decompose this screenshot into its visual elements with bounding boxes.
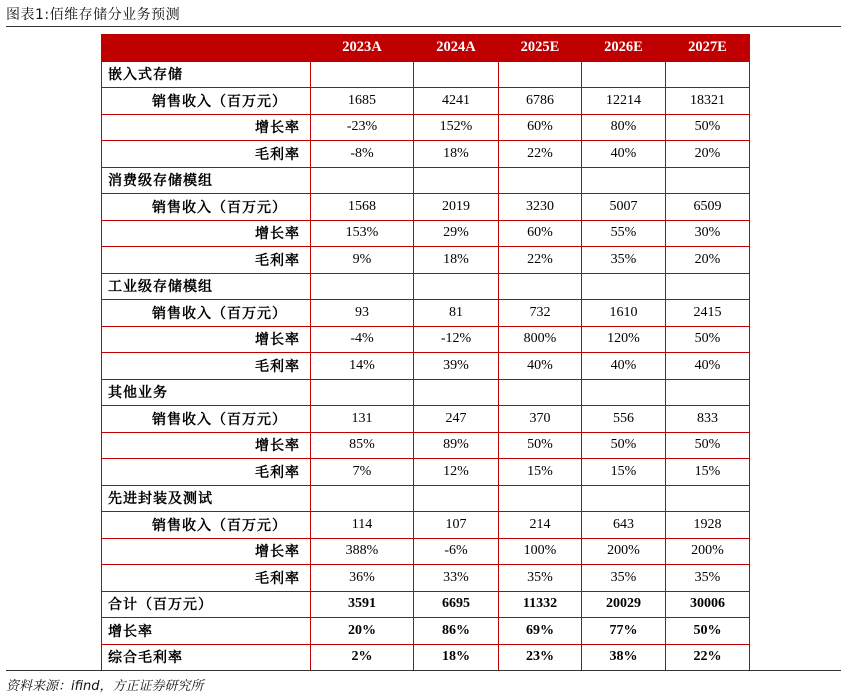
value-cell: 30% (666, 220, 750, 247)
value-cell: 388% (311, 538, 414, 565)
row-label: 销售收入（百万元） (102, 512, 311, 539)
row-label: 毛利率 (102, 353, 311, 380)
metric-row (102, 247, 750, 274)
value-cell: 732 (499, 300, 582, 327)
value-cell: 3230 (499, 194, 582, 221)
row-label: 销售收入（百万元） (102, 88, 311, 115)
value-cell: -4% (311, 326, 414, 353)
segment-header-row (102, 61, 750, 88)
value-cell: -12% (414, 326, 499, 353)
row-label: 销售收入（百万元） (102, 194, 311, 221)
row-label: 先进封装及测试 (102, 485, 311, 512)
row-label: 毛利率 (102, 459, 311, 486)
value-cell: 20% (311, 618, 414, 645)
value-cell: 1610 (582, 300, 666, 327)
row-label: 增长率 (102, 114, 311, 141)
value-cell: 86% (414, 618, 499, 645)
year-header: 2027E (666, 35, 750, 62)
value-cell: 40% (582, 353, 666, 380)
metric-row (102, 565, 750, 592)
value-cell: 40% (499, 353, 582, 380)
value-cell: 7% (311, 459, 414, 486)
value-cell: 107 (414, 512, 499, 539)
value-cell (311, 167, 414, 194)
value-cell: 6786 (499, 88, 582, 115)
metric-row (102, 432, 750, 459)
value-cell: 153% (311, 220, 414, 247)
source-note: 资料来源：ifind，方正证券研究所 (6, 679, 204, 694)
row-label: 其他业务 (102, 379, 311, 406)
value-cell (666, 167, 750, 194)
value-cell: 20029 (582, 591, 666, 618)
value-cell: 85% (311, 432, 414, 459)
value-cell: 50% (666, 618, 750, 645)
value-cell (499, 485, 582, 512)
value-cell (311, 273, 414, 300)
value-cell: 55% (582, 220, 666, 247)
value-cell: 18% (414, 141, 499, 168)
value-cell: -6% (414, 538, 499, 565)
value-cell (499, 167, 582, 194)
value-cell: 77% (582, 618, 666, 645)
value-cell (414, 167, 499, 194)
bottom-divider (6, 670, 841, 671)
value-cell: 89% (414, 432, 499, 459)
value-cell (414, 379, 499, 406)
value-cell (582, 273, 666, 300)
value-cell (414, 61, 499, 88)
metric-row (102, 406, 750, 433)
value-cell: 50% (666, 114, 750, 141)
segment-header-row (102, 273, 750, 300)
value-cell: 39% (414, 353, 499, 380)
value-cell: 80% (582, 114, 666, 141)
value-cell: 15% (582, 459, 666, 486)
value-cell: 22% (499, 141, 582, 168)
value-cell: 1685 (311, 88, 414, 115)
value-cell: 33% (414, 565, 499, 592)
figure-caption: 图表1:佰维存储分业务预测 (6, 7, 181, 23)
row-label: 销售收入（百万元） (102, 300, 311, 327)
value-cell: 50% (666, 326, 750, 353)
value-cell: 40% (582, 141, 666, 168)
row-label: 增长率 (102, 618, 311, 645)
row-label: 增长率 (102, 326, 311, 353)
value-cell: 18% (414, 247, 499, 274)
segment-header-row (102, 167, 750, 194)
value-cell: 200% (666, 538, 750, 565)
value-cell (414, 273, 499, 300)
value-cell: 38% (582, 644, 666, 671)
metric-row (102, 326, 750, 353)
value-cell: 69% (499, 618, 582, 645)
value-cell (311, 485, 414, 512)
value-cell: 15% (666, 459, 750, 486)
top-divider (6, 26, 841, 27)
value-cell: 9% (311, 247, 414, 274)
value-cell: 3591 (311, 591, 414, 618)
metric-row (102, 459, 750, 486)
value-cell: 22% (666, 644, 750, 671)
value-cell: 2% (311, 644, 414, 671)
value-cell (582, 485, 666, 512)
value-cell: 214 (499, 512, 582, 539)
value-cell: 20% (666, 141, 750, 168)
value-cell: 50% (666, 432, 750, 459)
row-label: 增长率 (102, 432, 311, 459)
value-cell: 131 (311, 406, 414, 433)
value-cell: 800% (499, 326, 582, 353)
value-cell (666, 61, 750, 88)
value-cell: 50% (499, 432, 582, 459)
value-cell: 1928 (666, 512, 750, 539)
value-cell: 35% (666, 565, 750, 592)
value-cell: 60% (499, 220, 582, 247)
header-corner-cell (102, 35, 311, 62)
value-cell (499, 379, 582, 406)
value-cell: 23% (499, 644, 582, 671)
value-cell: 36% (311, 565, 414, 592)
value-cell (582, 61, 666, 88)
row-label: 增长率 (102, 220, 311, 247)
value-cell: 120% (582, 326, 666, 353)
value-cell: 1568 (311, 194, 414, 221)
segment-header-row (102, 485, 750, 512)
metric-row (102, 220, 750, 247)
value-cell: 29% (414, 220, 499, 247)
value-cell (666, 273, 750, 300)
value-cell: 18% (414, 644, 499, 671)
value-cell: 4241 (414, 88, 499, 115)
value-cell: 12% (414, 459, 499, 486)
year-header: 2025E (499, 35, 582, 62)
metric-row (102, 538, 750, 565)
row-label: 销售收入（百万元） (102, 406, 311, 433)
value-cell: 35% (582, 565, 666, 592)
value-cell (499, 61, 582, 88)
metric-row (102, 141, 750, 168)
row-label: 毛利率 (102, 247, 311, 274)
value-cell: 35% (582, 247, 666, 274)
metric-row (102, 512, 750, 539)
row-label: 毛利率 (102, 565, 311, 592)
year-header: 2024A (414, 35, 499, 62)
metric-row (102, 88, 750, 115)
total-row (102, 644, 750, 671)
metric-row (102, 353, 750, 380)
value-cell: 40% (666, 353, 750, 380)
value-cell (582, 167, 666, 194)
value-cell: 833 (666, 406, 750, 433)
value-cell (311, 379, 414, 406)
value-cell: 22% (499, 247, 582, 274)
value-cell (666, 379, 750, 406)
value-cell: 152% (414, 114, 499, 141)
value-cell: 14% (311, 353, 414, 380)
value-cell: 12214 (582, 88, 666, 115)
value-cell: 15% (499, 459, 582, 486)
value-cell: 114 (311, 512, 414, 539)
forecast-table (101, 34, 750, 671)
row-label: 嵌入式存储 (102, 61, 311, 88)
value-cell: 100% (499, 538, 582, 565)
value-cell: 200% (582, 538, 666, 565)
value-cell (582, 379, 666, 406)
value-cell: 247 (414, 406, 499, 433)
value-cell: 6695 (414, 591, 499, 618)
value-cell: -8% (311, 141, 414, 168)
value-cell: -23% (311, 114, 414, 141)
value-cell: 6509 (666, 194, 750, 221)
value-cell: 93 (311, 300, 414, 327)
row-label: 综合毛利率 (102, 644, 311, 671)
row-label: 合计（百万元） (102, 591, 311, 618)
metric-row (102, 194, 750, 221)
segment-header-row (102, 379, 750, 406)
value-cell: 18321 (666, 88, 750, 115)
value-cell: 35% (499, 565, 582, 592)
row-label: 增长率 (102, 538, 311, 565)
row-label: 消费级存储模组 (102, 167, 311, 194)
value-cell: 50% (582, 432, 666, 459)
value-cell: 2019 (414, 194, 499, 221)
value-cell: 20% (666, 247, 750, 274)
value-cell: 30006 (666, 591, 750, 618)
value-cell: 556 (582, 406, 666, 433)
total-row (102, 591, 750, 618)
value-cell: 370 (499, 406, 582, 433)
year-header: 2023A (311, 35, 414, 62)
value-cell (311, 61, 414, 88)
row-label: 毛利率 (102, 141, 311, 168)
value-cell: 643 (582, 512, 666, 539)
year-header: 2026E (582, 35, 666, 62)
value-cell (666, 485, 750, 512)
value-cell: 60% (499, 114, 582, 141)
row-label: 工业级存储模组 (102, 273, 311, 300)
header-row (102, 35, 750, 62)
value-cell (414, 485, 499, 512)
total-row (102, 618, 750, 645)
metric-row (102, 300, 750, 327)
metric-row (102, 114, 750, 141)
value-cell: 2415 (666, 300, 750, 327)
value-cell: 5007 (582, 194, 666, 221)
value-cell (499, 273, 582, 300)
value-cell: 81 (414, 300, 499, 327)
value-cell: 11332 (499, 591, 582, 618)
